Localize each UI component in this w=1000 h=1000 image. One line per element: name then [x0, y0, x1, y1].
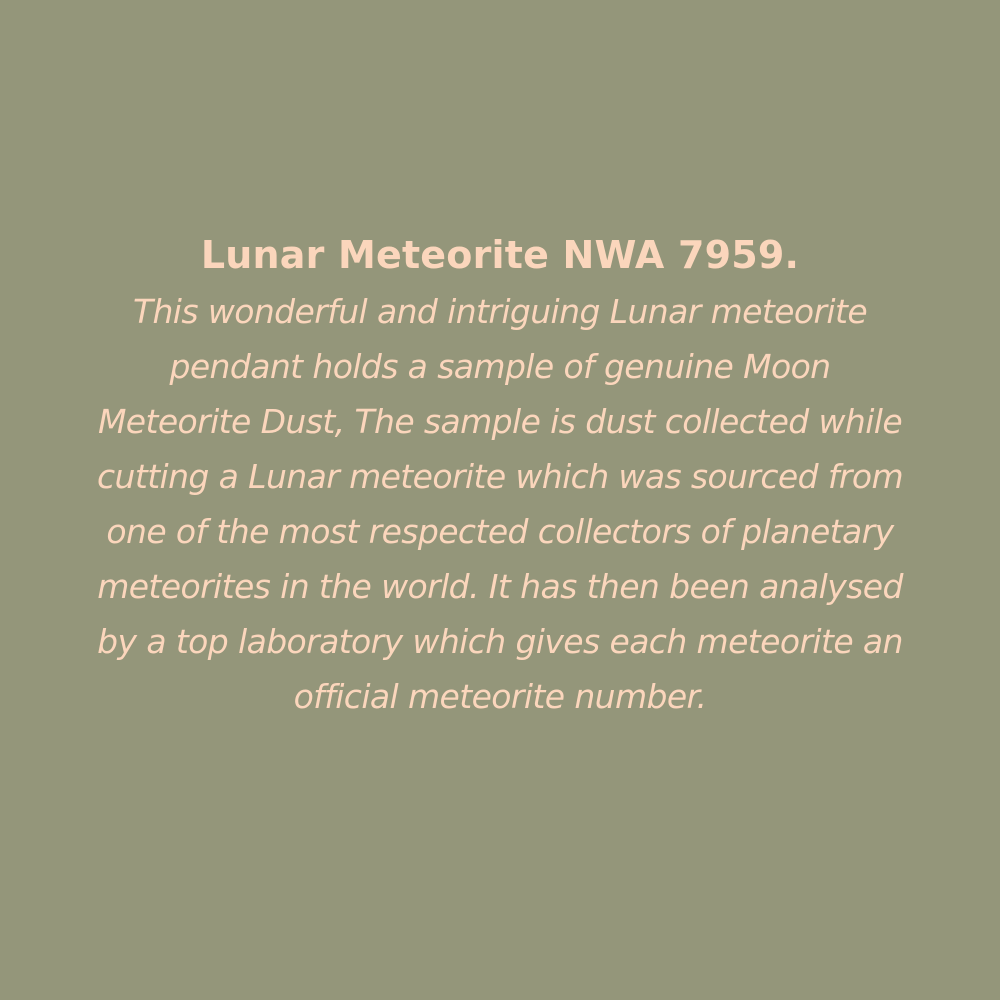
description-line: Meteorite Dust, The sample is dust collected while: [97, 402, 903, 441]
description-line: by a top laboratory which gives each meteorite an: [97, 622, 903, 661]
product-title: Lunar Meteorite NWA 7959.: [200, 233, 800, 277]
description-line: official meteorite number.: [293, 677, 707, 716]
product-description: [0, 284, 1000, 724]
text-block: [0, 226, 1000, 724]
description-line: one of the most respected collectors of planetary: [106, 512, 894, 551]
description-line: This wonderful and intriguing Lunar meteorite: [132, 292, 868, 331]
description-line: pendant holds a sample of genuine Moon: [169, 347, 831, 386]
description-line: meteorites in the world. It has then been analysed: [97, 567, 903, 606]
description-line: cutting a Lunar meteorite which was sourced from: [97, 457, 903, 496]
